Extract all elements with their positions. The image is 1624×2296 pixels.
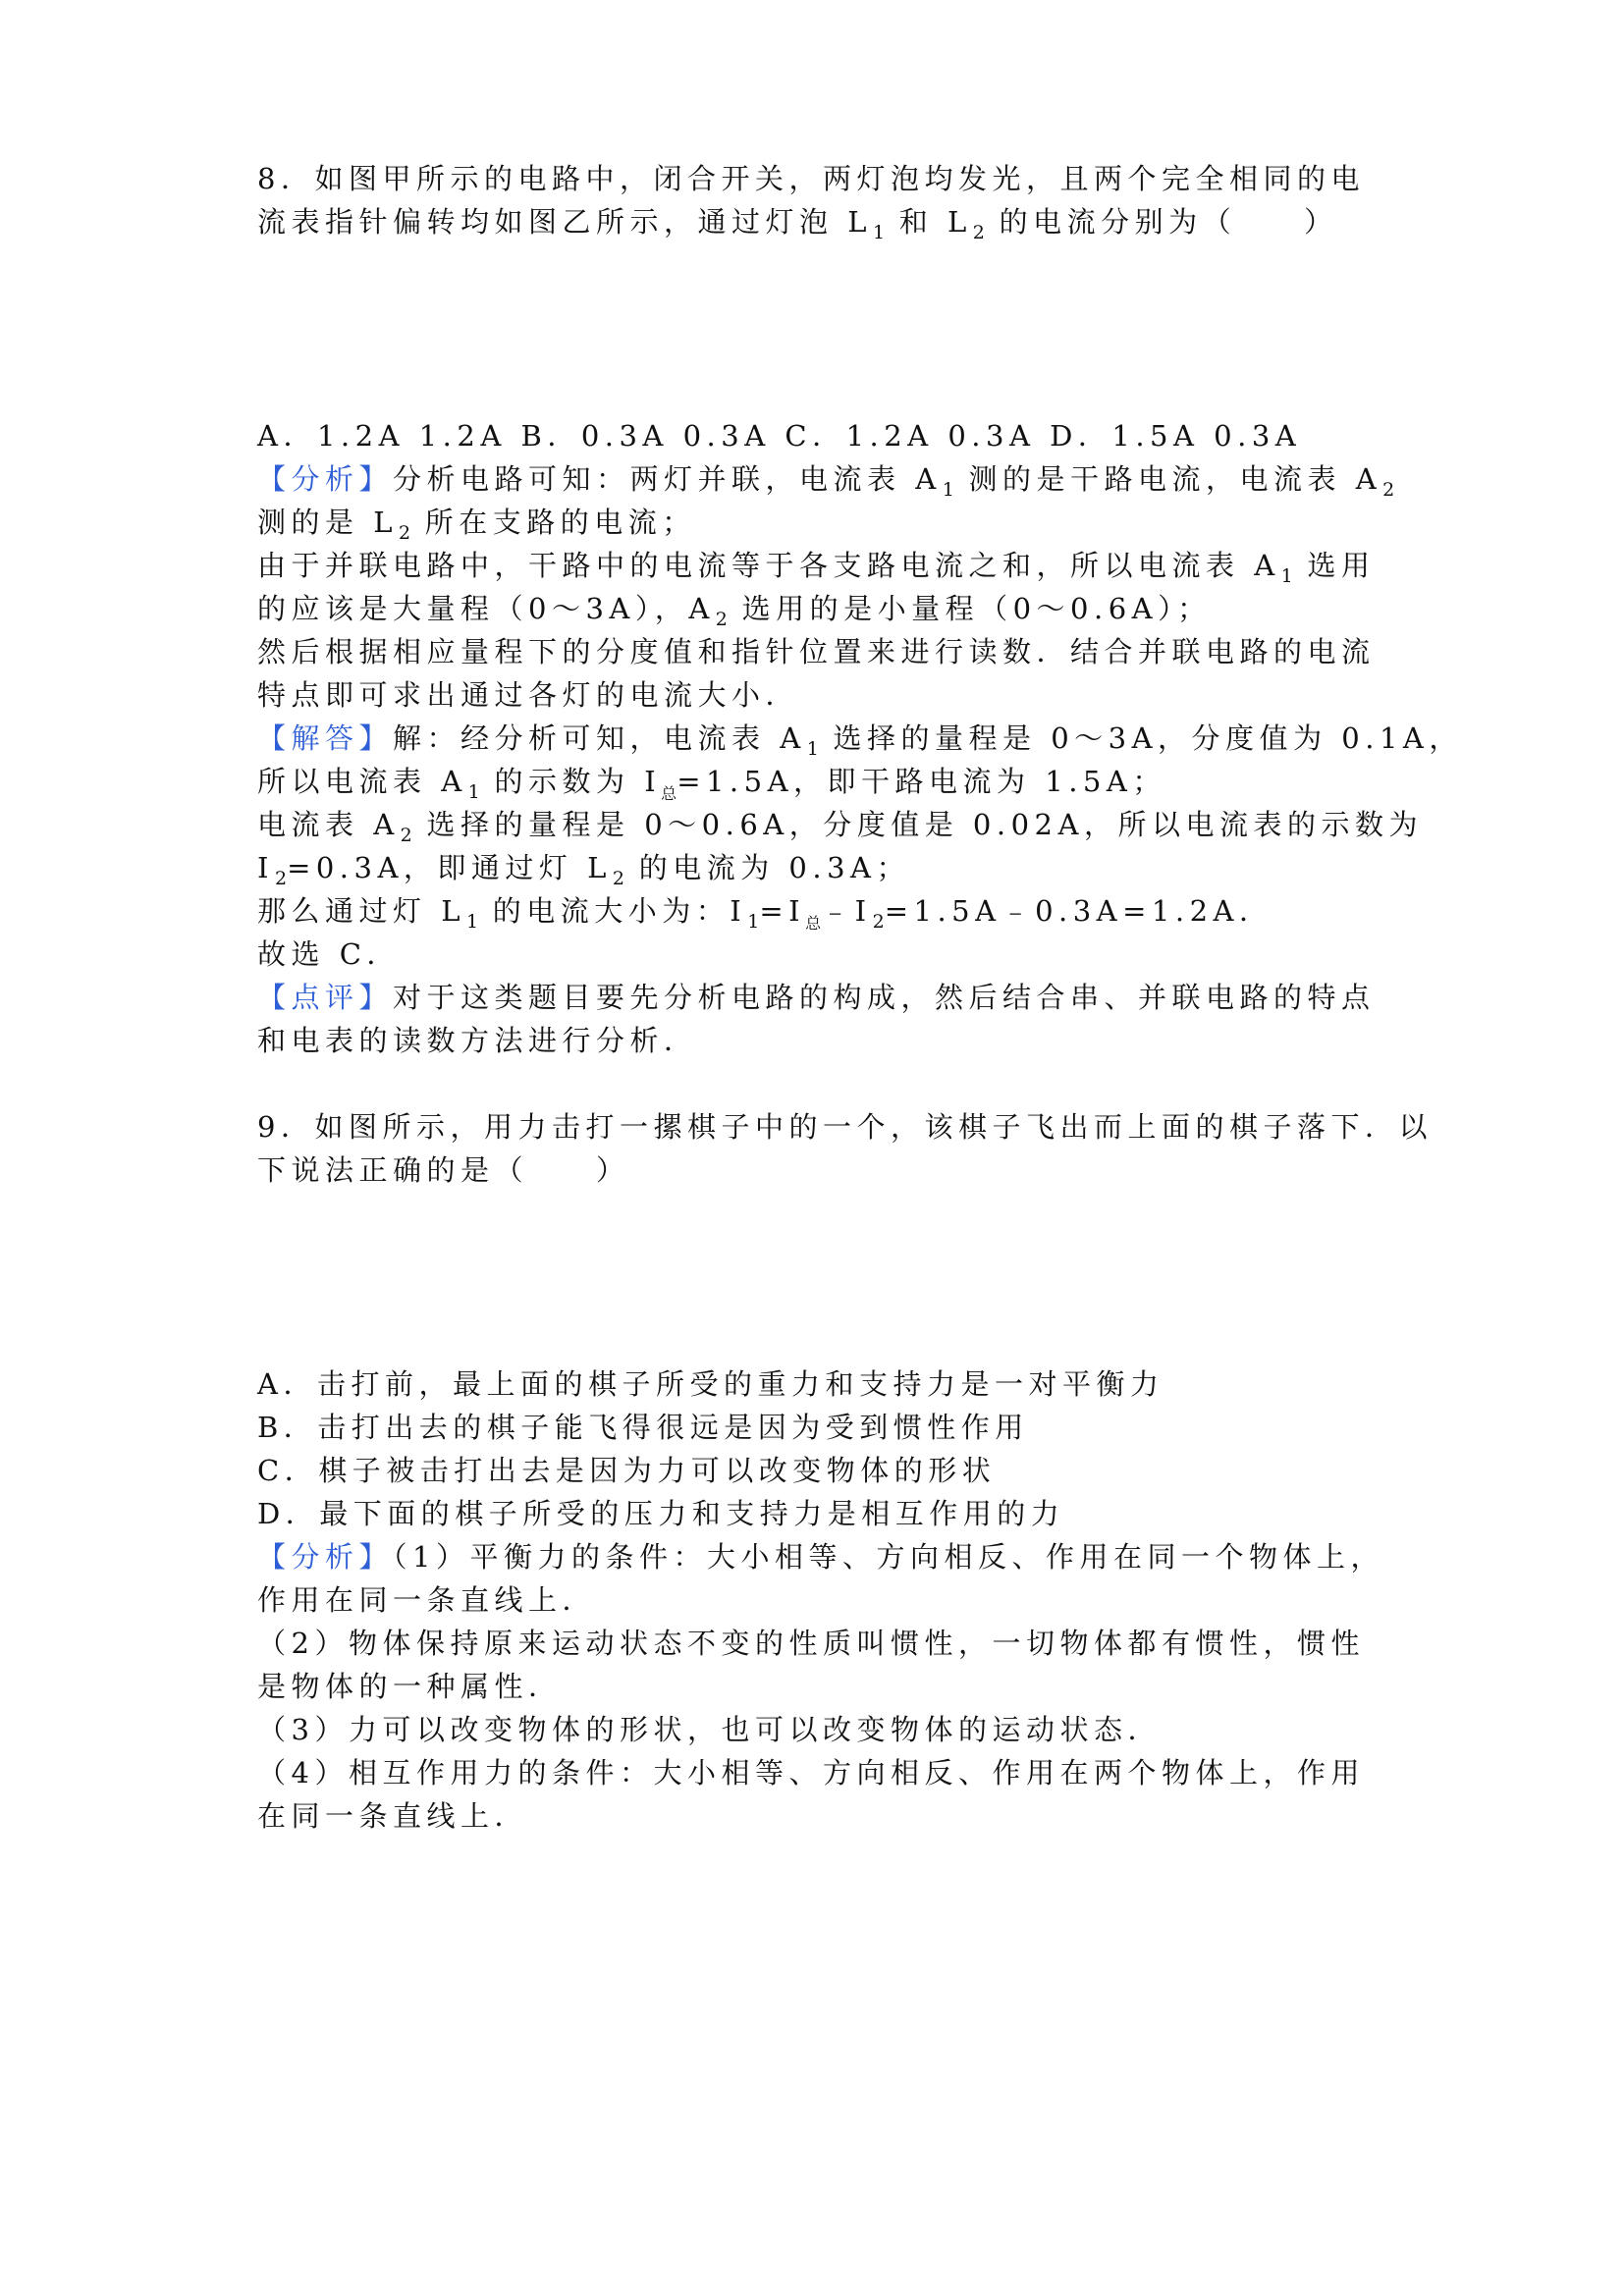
q8-solution-line-6: 故选 C．: [257, 937, 401, 971]
q9-stem-line-2: 下说法正确的是（ ）: [257, 1153, 630, 1187]
q9-analysis-line-4: 是物体的一种属性．: [257, 1670, 563, 1703]
q8-solution-line-5: 那么通过灯 $L_1$ 的电流大小为：$I_1=I_总﹣I_2=1.5A﹣0.3A=1.2A$．: [257, 894, 1273, 933]
q8-solution-line-3: 电流表 $A_2$ 选择的量程是 0～0.6A，分度值是 0.02A，所以电流表的示数为: [257, 808, 1423, 846]
q8-comment-line-1: 【点评】对于这类题目要先分析电路的构成，然后结合串、并联电路的特点: [257, 981, 1376, 1014]
analysis-tag: 【分析】: [257, 462, 394, 496]
comment-tag: 【点评】: [257, 981, 394, 1014]
q8-analysis-line-2: 测的是 $L_2$ 所在支路的电流；: [257, 506, 696, 544]
q9-analysis-line-1: 【分析】（1）平衡力的条件：大小相等、方向相反、作用在同一个物体上，: [257, 1540, 1384, 1574]
q8-solution-line-4: $I_2=0.3A$，即通过灯 $L_2$ 的电流为 0.3A；: [257, 851, 910, 889]
q8-analysis-line-3: 由于并联电路中，干路中的电流等于各支路电流之和，所以电流表 $A_1$ 选用: [257, 549, 1376, 587]
q9-analysis-line-7: 在同一条直线上．: [257, 1799, 529, 1833]
q8-analysis-line-1: 【分析】分析电路可知：两灯并联，电流表 $A_1$ 测的是干路电流，电流表 $A_2$: [257, 462, 1395, 501]
q9-option-a: A．击打前，最上面的棋子所受的重力和支持力是一对平衡力: [257, 1367, 1164, 1401]
q8-analysis-line-5: 然后根据相应量程下的分度值和指针位置来进行读数．结合并联电路的电流: [257, 635, 1376, 668]
q8-comment-line-2: 和电表的读数方法进行分析．: [257, 1024, 698, 1057]
q9-analysis-line-5: （3）力可以改变物体的形状，也可以改变物体的运动状态．: [257, 1713, 1162, 1746]
analysis-tag: 【分析】: [257, 1540, 394, 1574]
q9-option-c: C．棋子被击打出去是因为力可以改变物体的形状: [257, 1454, 997, 1487]
q8-stem-line-2: 流表指针偏转均如图乙所示，通过灯泡 $L_1$ 和 $L_2$ 的电流分别为（ ）: [257, 205, 1338, 243]
q9-stem-line-1: 9．如图所示，用力击打一摞棋子中的一个，该棋子飞出而上面的棋子落下．以: [257, 1110, 1433, 1144]
solution-tag: 【解答】: [257, 721, 394, 755]
q9-option-b: B．击打出去的棋子能飞得很远是因为受到惯性作用: [257, 1411, 1029, 1444]
q9-analysis-line-3: （2）物体保持原来运动状态不变的性质叫惯性，一切物体都有惯性，惯性: [257, 1627, 1365, 1660]
q8-stem-line-1: 8．如图甲所示的电路中，闭合开关，两灯泡均发光，且两个完全相同的电: [257, 162, 1365, 195]
q8-solution-line-2: 所以电流表 $A_1$ 的示数为 $I_总=1.5A$，即干路电流为 1.5A；: [257, 765, 1166, 803]
q8-analysis-line-6: 特点即可求出通过各灯的电流大小．: [257, 678, 800, 712]
q8-options: A．1.2A 1.2A B．0.3A 0.3A C．1.2A 0.3A D．1.5A 0.3A: [257, 419, 1302, 453]
q9-analysis-line-6: （4）相互作用力的条件：大小相等、方向相反、作用在两个物体上，作用: [257, 1756, 1365, 1789]
q8-analysis-line-4: 的应该是大量程（0～3A），$A_2$ 选用的是小量程（0～0.6A）；: [257, 592, 1212, 630]
q9-option-d: D．最下面的棋子所受的压力和支持力是相互作用的力: [257, 1497, 1065, 1530]
q8-solution-line-1: 【解答】解：经分析可知，电流表 $A_1$ 选择的量程是 0～3A，分度值为 0.1A，: [257, 721, 1463, 760]
q9-analysis-line-2: 作用在同一条直线上．: [257, 1583, 597, 1617]
